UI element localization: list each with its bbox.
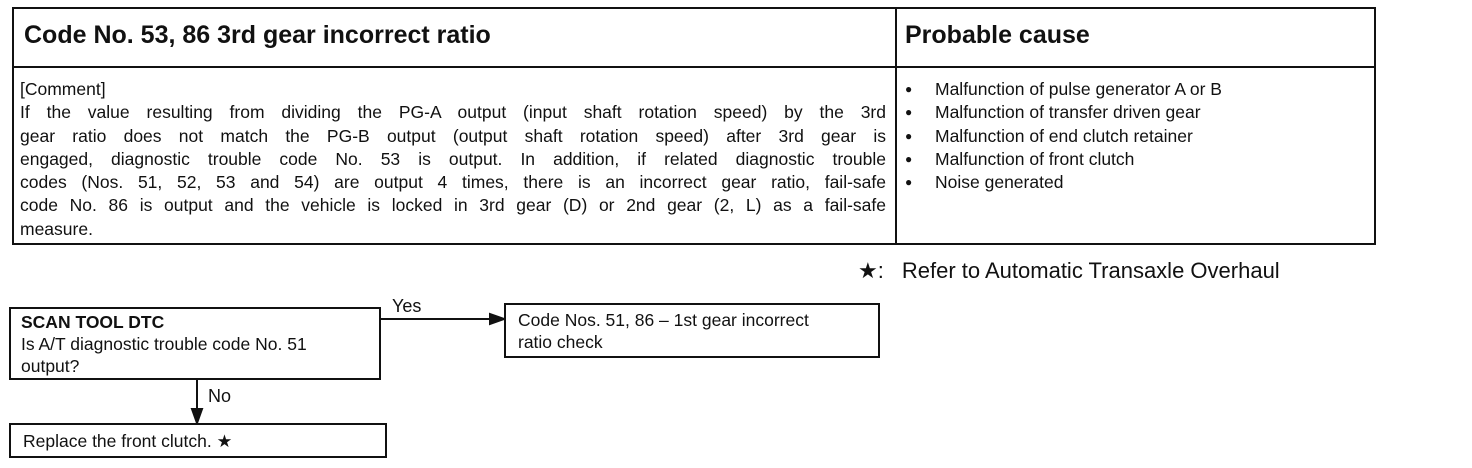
reference-text: Refer to Automatic Transaxle Overhaul <box>901 258 1280 283</box>
yes-arrowhead <box>490 314 504 324</box>
comment-line: code No. 86 is output and the vehicle is locked in 3rd gear (D) or 2nd gear (2, L) as a fail-safe <box>20 195 886 216</box>
star-symbol: ★: <box>858 258 884 283</box>
comment-label: [Comment] <box>20 79 106 99</box>
comment-line: If the value resulting from dividing the PG-A output (input shaft rotation speed) by the 3rd <box>20 102 886 123</box>
cause-item: ● Malfunction of transfer driven gear <box>903 101 1222 124</box>
probable-cause-heading: Probable cause <box>905 21 1090 49</box>
scan-tool-dtc-title: SCAN TOOL DTC <box>21 312 165 332</box>
cause-item: ● Malfunction of end clutch retainer <box>903 125 1222 148</box>
cause-item: ● Malfunction of front clutch <box>903 148 1222 171</box>
cause-item: ● Malfunction of pulse generator A or B <box>903 78 1222 101</box>
comment-line: engaged, diagnostic trouble code No. 53 is output. In addition, if related diagnostic trouble <box>20 148 886 169</box>
no-result-text: Replace the front clutch. ★ <box>23 431 233 451</box>
cause-item: ● Noise generated <box>903 171 1222 194</box>
yes-result-line: ratio check <box>518 332 603 352</box>
yes-result-line: Code Nos. 51, 86 – 1st gear incorrect <box>518 310 809 330</box>
yes-label: Yes <box>392 296 422 316</box>
comment-line: gear ratio does not match the PG-B output (output shaft rotation speed) after 3rd gear is <box>20 125 886 146</box>
question-line: Is A/T diagnostic trouble code No. 51 <box>21 334 307 354</box>
no-arrowhead <box>192 409 202 423</box>
yes-result-box <box>504 303 880 358</box>
code-title: Code No. 53, 86 3rd gear incorrect ratio <box>24 21 491 49</box>
scan-tool-dtc-box <box>9 307 381 380</box>
comment-line: codes (Nos. 51, 52, 53 and 54) are output 4 times, there is an incorrect gear ratio, fail-safe <box>20 172 886 193</box>
no-label: No <box>208 386 232 406</box>
question-line: output? <box>21 356 80 376</box>
no-result-box <box>9 423 387 458</box>
comment-line: measure. <box>20 218 93 239</box>
